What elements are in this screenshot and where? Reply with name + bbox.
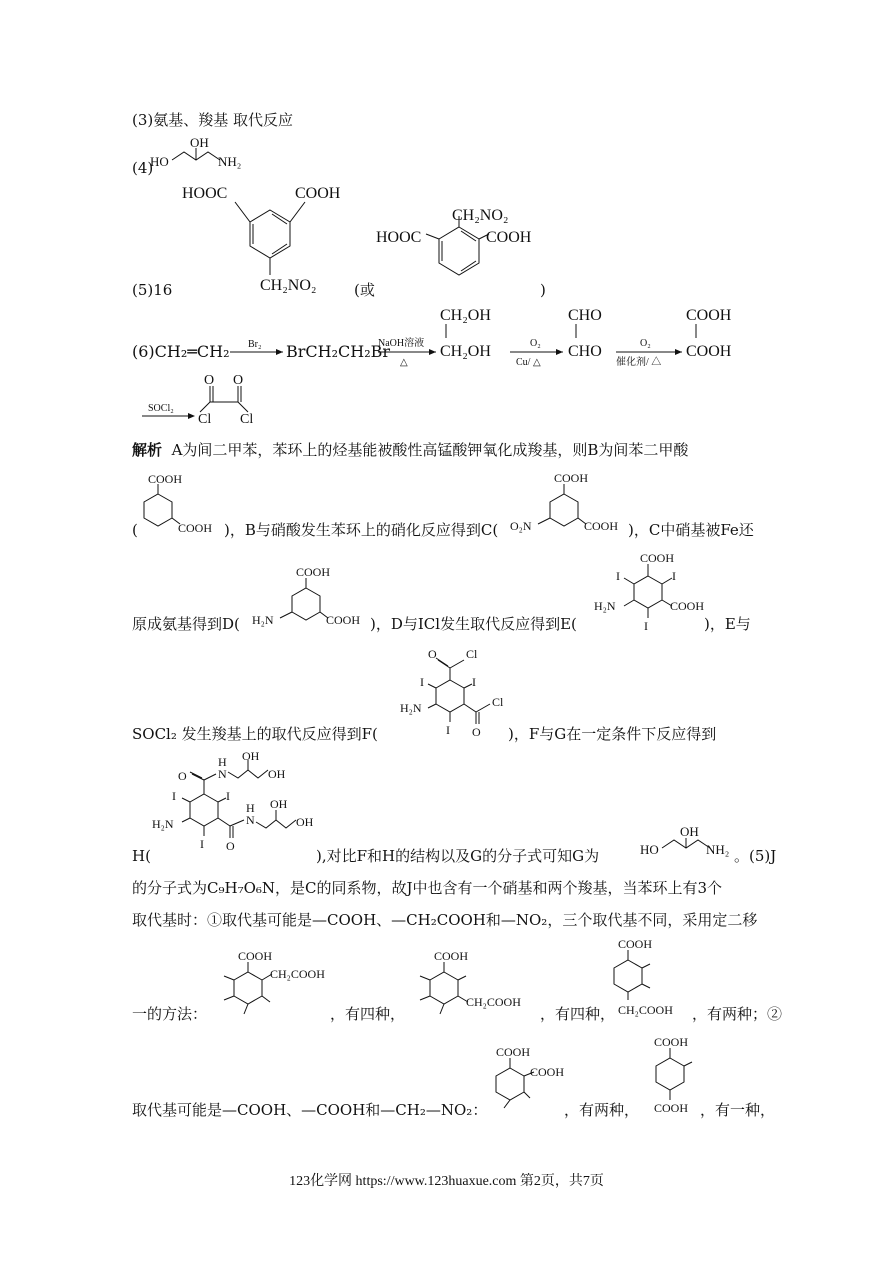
hooc-label: HOOC <box>376 229 422 246</box>
cl-label: Cl <box>492 695 504 709</box>
cooh-label: COOH <box>654 1035 689 1049</box>
o-label: O <box>178 769 187 783</box>
cooh-bottom: COOH <box>686 343 732 360</box>
cl-label: Cl <box>198 412 212 427</box>
acyl-chloride-structure <box>398 642 514 742</box>
analysis-line-2-open: ( <box>132 521 138 539</box>
analysis-line-2-mid: )，B与硝酸发生苯环上的硝化反应得到C( <box>224 521 499 539</box>
analysis-line-5-end: 。(5)J <box>734 847 777 865</box>
ho-label: HO <box>150 154 169 169</box>
iodine-label: I <box>672 569 676 583</box>
cooh-label: COOH <box>618 937 653 951</box>
n-label: N <box>218 767 227 781</box>
n-label: N <box>246 813 255 827</box>
ch2no2-label: CH₂NO₂ <box>260 277 317 294</box>
reaction-arrow-br2 <box>228 336 288 360</box>
isophthalic-acid-structure <box>136 470 226 540</box>
diiodo-amino-isophthalic-acid-structure <box>592 548 710 634</box>
cooh-top: COOH <box>686 307 732 324</box>
analysis-line-7: 取代基时：①取代基可能是—COOH、—CH₂COOH和—NO₂，三个取代基不同，采用定二移 <box>132 911 758 929</box>
isomer-structure-1 <box>208 948 338 1028</box>
cooh-label: COOH <box>584 519 619 533</box>
isomer-structure-3 <box>598 934 698 1020</box>
oh-label: OH <box>268 767 286 781</box>
answer-3: (3)氨基、羧基 取代反应 <box>132 111 294 129</box>
iodine-label: I <box>446 723 450 737</box>
reaction-arrow-o2-cu <box>508 332 568 368</box>
o-label: O <box>428 647 437 661</box>
answer-5-label: (5)16 <box>132 281 173 299</box>
ethylene-glycol-structure <box>438 302 508 362</box>
reaction-arrow-o2-catalyst <box>614 332 686 368</box>
analysis-label: 解析 <box>132 441 163 459</box>
ch2cooh-label: CH₂COOH <box>618 1003 673 1017</box>
analysis-line-9-start: 取代基可能是—COOH、—COOH和—CH₂—NO₂： <box>132 1101 488 1119</box>
nitromethyl-isophthalic-acid-structure <box>180 180 360 295</box>
cu-label: Cu/ △ <box>516 357 541 368</box>
oh-label: OH <box>270 797 288 811</box>
iodine-label: I <box>472 675 476 689</box>
amino-isophthalic-acid-structure <box>246 562 372 634</box>
o-label: O <box>472 725 481 739</box>
analysis-line-8-c: ，有四种， <box>540 1005 616 1023</box>
o-label: O <box>226 839 235 853</box>
oh-label: OH <box>190 138 209 150</box>
iodine-label: I <box>172 789 176 803</box>
cooh-label: COOH <box>486 229 532 246</box>
oh-label: OH <box>242 752 260 763</box>
analysis-line-8-b: ，有四种， <box>330 1005 406 1023</box>
catalyst-label: 催化剂/ △ <box>616 357 662 368</box>
cooh-label: COOH <box>296 565 331 579</box>
nitro-isophthalic-acid-structure <box>504 468 628 540</box>
h2n-label: H₂N <box>400 701 422 715</box>
oxalic-acid-structure <box>684 302 744 362</box>
nitromethyl-phthalic-acid-structure <box>374 202 544 292</box>
analysis-line-5-start: H( <box>132 847 151 865</box>
glyoxal-structure <box>566 302 616 362</box>
analysis-line-4-start: SOCl₂ 发生羧基上的取代反应得到F( <box>132 725 378 743</box>
cooh-label: COOH <box>326 613 361 627</box>
analysis-line-9-b: ，有两种， <box>564 1101 640 1119</box>
analysis-line-9-c: ，有一种， <box>700 1101 776 1119</box>
iodine-label: I <box>644 619 648 633</box>
cl-label: Cl <box>240 412 254 427</box>
ch2cooh-label: CH₂COOH <box>270 967 325 981</box>
o2-label: O₂ <box>640 338 651 349</box>
analysis-line-3-start: 原成氨基得到D( <box>132 615 240 633</box>
analysis-text-1: A为间二甲苯，苯环上的烃基能被酸性高锰酸钾氧化成羧基，则B为间苯二甲酸 <box>171 441 689 459</box>
cooh-label: COOH <box>640 551 675 565</box>
o-label: O <box>233 373 244 388</box>
delta-label: △ <box>400 357 408 368</box>
dibromoethane: BrCH₂CH₂Br <box>286 342 391 361</box>
analysis-line-1 <box>132 440 688 460</box>
o-label: O <box>204 373 215 388</box>
analysis-line-8-start: 一的方法： <box>132 1005 208 1023</box>
cl-label: Cl <box>466 647 478 661</box>
h-label: H <box>246 801 255 815</box>
analysis-line-4-end: )，F与G在一定条件下反应得到 <box>508 725 717 743</box>
answer-5-or: (或 <box>354 281 375 299</box>
hooc-label: HOOC <box>182 185 228 202</box>
analysis-line-2-end: )，C中硝基被Fe还 <box>628 521 754 539</box>
iodine-label: I <box>200 837 204 851</box>
reaction-arrow-naoh <box>376 332 440 368</box>
iodine-label: I <box>616 569 620 583</box>
oh-label: OH <box>680 826 699 839</box>
cooh-label: COOH <box>554 471 589 485</box>
iohexol-like-structure-h <box>148 752 328 856</box>
cho-top: CHO <box>568 307 602 324</box>
isomer-structure-2 <box>404 948 544 1028</box>
iodine-label: I <box>226 789 230 803</box>
analysis-line-8-d: ，有两种；② <box>692 1005 783 1023</box>
oh-label: OH <box>296 815 314 829</box>
h2n-label: H₂N <box>594 599 616 613</box>
amino-propanediol-structure <box>150 138 250 178</box>
page-footer: 123化学网 https://www.123huaxue.com 第2页，共7页 <box>289 1174 604 1189</box>
cooh-label: COOH <box>530 1065 565 1079</box>
o2-label: O₂ <box>530 338 541 349</box>
cooh-label: COOH <box>654 1101 689 1115</box>
h2n-label: H₂N <box>152 817 174 831</box>
cooh-label: COOH <box>295 185 341 202</box>
cooh-label: COOH <box>178 521 213 535</box>
iodine-label: I <box>420 675 424 689</box>
ch2cooh-label: CH₂COOH <box>466 995 521 1009</box>
answer-5-close: ) <box>540 281 546 299</box>
ch2oh-top: CH₂OH <box>440 307 491 324</box>
cooh-label: COOH <box>670 599 705 613</box>
answer-6-start: (6)CH₂═CH₂ <box>132 342 230 361</box>
naoh-label: NaOH溶液 <box>378 338 425 349</box>
nh2-label: NH₂ <box>218 154 242 169</box>
amino-propanediol-structure-g <box>640 826 740 862</box>
ho-label: HO <box>640 842 659 857</box>
oxalyl-chloride-reaction <box>140 372 290 428</box>
analysis-line-3-mid: )，D与ICl发生取代反应得到E( <box>370 615 577 633</box>
answer-4-label: (4) <box>132 159 154 177</box>
h-label: H <box>218 755 227 769</box>
analysis-line-5-mid: ),对比F和H的结构以及G的分子式可知G为 <box>316 847 600 865</box>
analysis-line-3-end: )，E与 <box>704 615 751 633</box>
cooh-label: COOH <box>238 949 273 963</box>
nh2-label: NH₂ <box>706 842 730 857</box>
cho-bottom: CHO <box>568 343 602 360</box>
br2-label: Br₂ <box>248 339 262 350</box>
ch2oh-bottom: CH₂OH <box>440 343 491 360</box>
cooh-label: COOH <box>496 1045 531 1059</box>
ch2no2-label: CH₂NO₂ <box>452 207 509 224</box>
o2n-label: O₂N <box>510 519 532 533</box>
cooh-label: COOH <box>148 472 183 486</box>
analysis-line-6: 的分子式为C₉H₇O₆N，是C的同系物，故J中也含有一个硝基和两个羧基，当苯环上有3个 <box>132 879 723 897</box>
socl2-label: SOCl₂ <box>148 403 174 414</box>
cooh-label: COOH <box>434 949 469 963</box>
h2n-label: H₂N <box>252 613 274 627</box>
